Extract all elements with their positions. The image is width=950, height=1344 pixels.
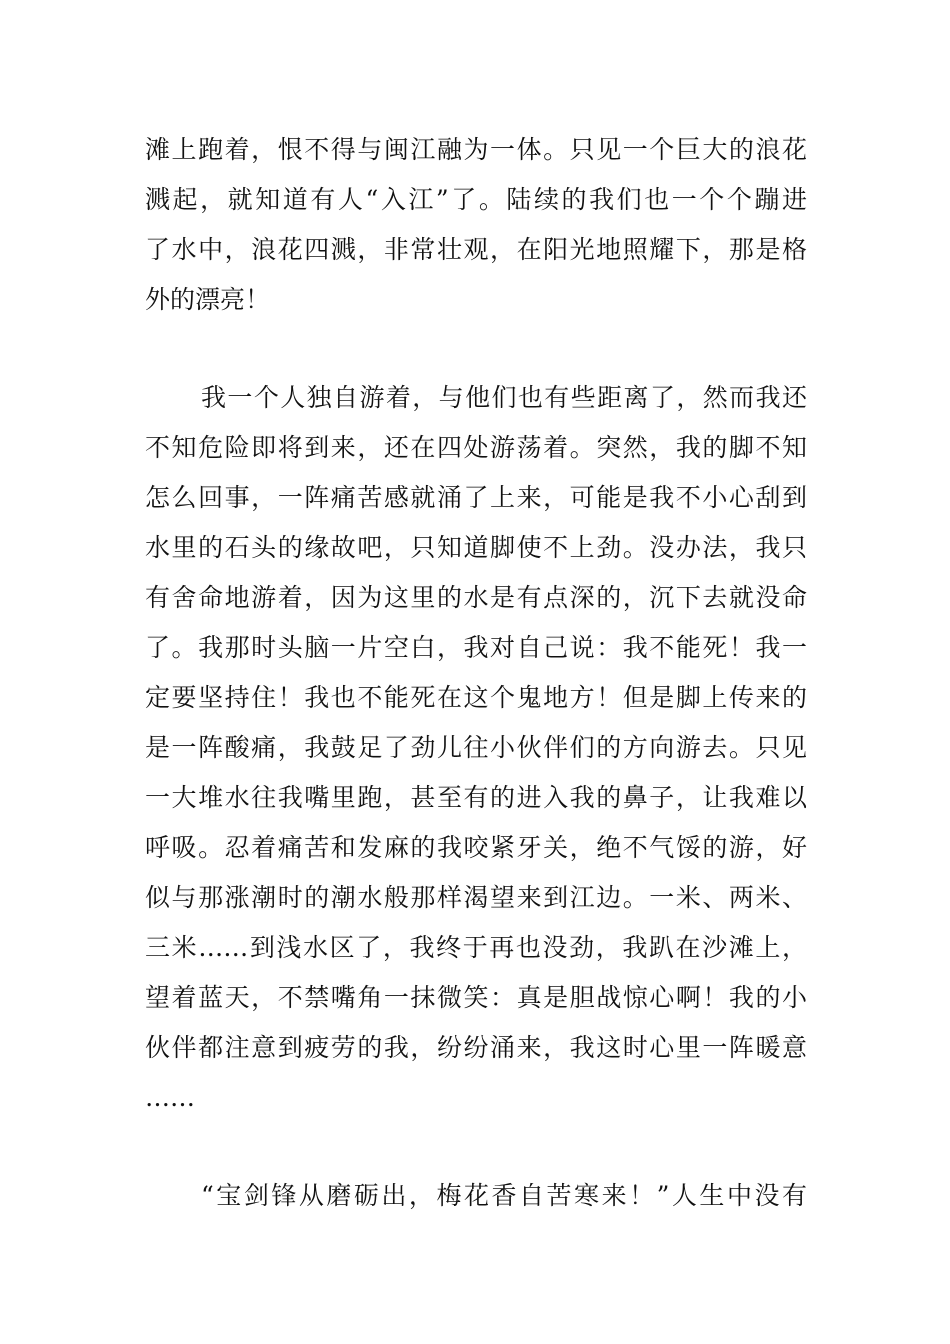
text-line: 是一阵酸痛，我鼓足了劲儿往小伙伴们的方向游去。只见: [145, 733, 807, 762]
text-line: ……: [145, 1083, 195, 1112]
text-line: 溅起，就知道有人“入江”了。陆续的我们也一个个蹦进: [145, 185, 807, 214]
text-line: 三米……到浅水区了，我终于再也没劲，我趴在沙滩上，: [145, 933, 807, 962]
text-line: 呼吸。忍着痛苦和发麻的我咬紧牙关，绝不气馁的游，好: [145, 833, 807, 862]
text-line: 望着蓝天，不禁嘴角一抹微笑：真是胆战惊心啊！我的小: [145, 983, 807, 1012]
text-line: 了。我那时头脑一片空白，我对自己说：我不能死！我一: [145, 633, 807, 662]
text-line: 了水中，浪花四溅，非常壮观，在阳光地照耀下，那是格: [145, 235, 807, 264]
text-line: 有舍命地游着，因为这里的水是有点深的，沉下去就没命: [145, 583, 807, 612]
text-line: 滩上跑着，恨不得与闽江融为一体。只见一个巨大的浪花: [145, 135, 807, 164]
text-line: “宝剑锋从磨砺出，梅花香自苦寒来！”人生中没有: [201, 1181, 807, 1210]
text-line: 怎么回事，一阵痛苦感就涌了上来，可能是我不小心刮到: [145, 483, 807, 512]
text-line: 定要坚持住！我也不能死在这个鬼地方！但是脚上传来的: [145, 683, 807, 712]
text-line: 水里的石头的缘故吧，只知道脚使不上劲。没办法，我只: [145, 533, 807, 562]
text-line: 外的漂亮！: [145, 285, 271, 314]
text-line: 我一个人独自游着，与他们也有些距离了，然而我还: [201, 383, 807, 412]
text-line: 一大堆水往我嘴里跑，甚至有的进入我的鼻子，让我难以: [145, 783, 807, 812]
text-line: 似与那涨潮时的潮水般那样渴望来到江边。一米、两米、: [145, 883, 807, 912]
text-line: 不知危险即将到来，还在四处游荡着。突然，我的脚不知: [145, 433, 807, 462]
text-line: 伙伴都注意到疲劳的我，纷纷涌来，我这时心里一阵暖意: [145, 1033, 807, 1062]
